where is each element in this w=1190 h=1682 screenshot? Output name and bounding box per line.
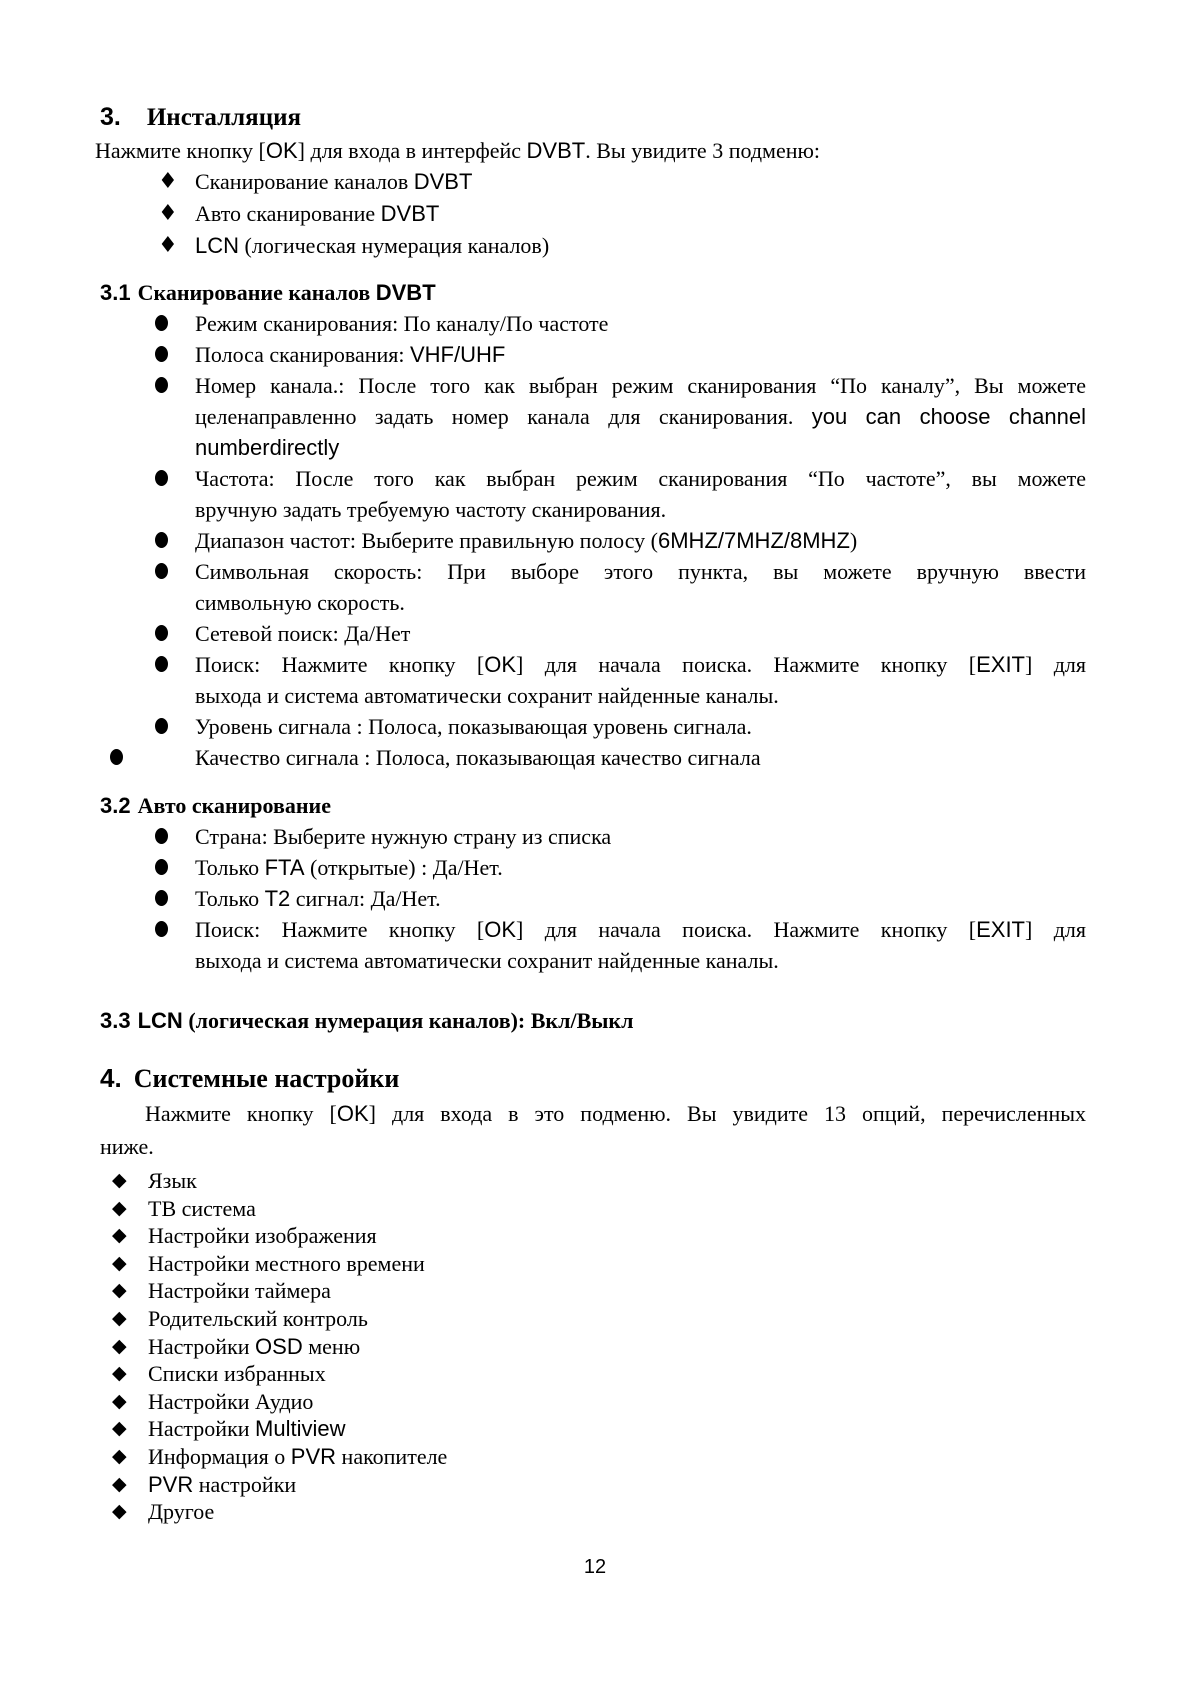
list-item-label: Настройки Multiview [148, 1416, 346, 1442]
diamond-bullet-icon: ◆ [112, 1362, 127, 1385]
round-bullet-icon [155, 377, 168, 393]
diamond-bullet-icon: ◆ [112, 1224, 127, 1247]
list-item [100, 883, 1086, 914]
list-item-text: Сетевой поиск: Да/Нет [195, 621, 411, 646]
list-item-text: Уровень сигнала : Полоса, показывающая уровень сигнала. [195, 714, 752, 739]
diamond-bullet-icon: ◆ [112, 1417, 127, 1440]
list-item [100, 1498, 1086, 1526]
autoscan-options-list [100, 821, 1086, 976]
list-item-text: Только T2 сигнал: Да/Нет. [195, 886, 441, 911]
section-3-3-heading [100, 1006, 1086, 1036]
list-item [100, 1195, 1086, 1223]
list-item [100, 742, 1086, 773]
list-item-label: LCN (логическая нумерация каналов) [195, 233, 550, 258]
list-item-label: Настройки изображения [148, 1223, 377, 1249]
section-3-2-heading [100, 791, 1086, 821]
list-item [100, 556, 1086, 618]
list-item-label: ТВ система [148, 1195, 256, 1221]
list-item-text: Полоса сканирования: VHF/UHF [195, 342, 506, 367]
list-item [100, 308, 1086, 339]
section-3-2-title: Авто сканирование [137, 793, 331, 818]
list-item [100, 711, 1086, 742]
list-item-label: Настройки Аудио [148, 1388, 314, 1414]
diamond-bullet-icon: ◆ [112, 1196, 127, 1219]
list-item [100, 1305, 1086, 1333]
round-bullet-icon [155, 828, 168, 844]
list-item-label: Авто сканирование DVBT [195, 201, 440, 226]
list-item-text: Частота: После того как выбран режим сканирования “По частоте”, вы можете вручную задать требуемую частоту сканирования. [195, 466, 1086, 522]
list-item [100, 914, 1086, 976]
diamond-bullet-icon: ♦ [158, 201, 178, 226]
list-item-text: Поиск: Нажмите кнопку [OK] для начала поиска. Нажмите кнопку [EXIT] для выхода и система автоматически сохранит найденные каналы. [195, 652, 1086, 708]
list-item-text: Номер канала.: После того как выбран режим сканирования “По каналу”, Вы можете целенаправленно задать номер канала для сканирования. you can choose channel numberdirectly [195, 373, 1086, 460]
list-item-text: Только FTA (открытые) : Да/Нет. [195, 855, 503, 880]
list-item [100, 821, 1086, 852]
round-bullet-icon [155, 346, 168, 362]
round-bullet-icon [155, 470, 168, 486]
list-item [100, 198, 1086, 230]
list-item-label: PVR настройки [148, 1471, 297, 1497]
section-4-title: Системные настройки [133, 1064, 400, 1093]
round-bullet-icon [110, 749, 123, 765]
section-3-title: Инсталляция [146, 104, 302, 131]
list-item [100, 1471, 1086, 1499]
list-item-text: Символьная скорость: При выборе этого пункта, вы можете вручную ввести символьную скорость. [195, 559, 1086, 615]
list-item-label: Списки избранных [148, 1361, 326, 1387]
section-3-1-number: 3.1 [100, 280, 131, 305]
diamond-bullet-icon: ◆ [112, 1306, 127, 1329]
list-item [100, 166, 1086, 198]
list-item-label: Сканирование каналов DVBT [195, 169, 473, 194]
round-bullet-icon [155, 656, 168, 672]
list-item-text: Поиск: Нажмите кнопку [OK] для начала поиска. Нажмите кнопку [EXIT] для выхода и система автоматически сохранит найденные каналы. [195, 917, 1086, 973]
list-item-label: Родительский контроль [148, 1305, 368, 1331]
list-item [100, 1167, 1086, 1195]
list-item-label: Информация о PVR накопителе [148, 1443, 448, 1469]
section-3-heading [100, 100, 1086, 135]
scan-options-list [100, 308, 1086, 773]
list-item-label: Настройки местного времени [148, 1250, 425, 1276]
diamond-bullet-icon: ◆ [112, 1389, 127, 1412]
section-3-number: 3. [100, 103, 121, 131]
list-item-label: Другое [148, 1499, 215, 1525]
list-item [100, 1415, 1086, 1443]
submenu-list [100, 166, 1086, 262]
list-item-text: Режим сканирования: По каналу/По частоте [195, 311, 609, 336]
list-item-text: Диапазон частот: Выберите правильную полосу (6MHZ/7MHZ/8MHZ) [195, 528, 858, 553]
list-item [100, 339, 1086, 370]
list-item [100, 230, 1086, 262]
diamond-bullet-icon: ♦ [158, 169, 178, 194]
list-item-text: Качество сигнала : Полоса, показывающая качество сигнала [195, 745, 761, 770]
list-item [100, 1277, 1086, 1305]
list-item [100, 370, 1086, 463]
section-4-heading [100, 1060, 1086, 1097]
list-item [100, 618, 1086, 649]
section-3-intro: Нажмите кнопку [OK] для входа в интерфейс DVBT. Вы увидите 3 подменю: [95, 138, 821, 163]
diamond-bullet-icon: ◆ [112, 1444, 127, 1467]
list-item [100, 1250, 1086, 1278]
list-item-text: Страна: Выберите нужную страну из списка [195, 824, 612, 849]
round-bullet-icon [155, 859, 168, 875]
round-bullet-icon [155, 718, 168, 734]
list-item-label: Настройки OSD меню [148, 1333, 361, 1359]
section-3-3-title: LCN (логическая нумерация каналов): Вкл/Выкл [137, 1008, 634, 1033]
list-item [100, 1360, 1086, 1388]
list-item-label: Настройки таймера [148, 1278, 331, 1304]
round-bullet-icon [155, 921, 168, 937]
list-item [100, 649, 1086, 711]
section-3-1-title: Сканирование каналов DVBT [137, 280, 436, 305]
list-item-label: Язык [148, 1168, 197, 1193]
list-item [100, 525, 1086, 556]
diamond-bullet-icon: ◆ [112, 1472, 127, 1495]
diamond-bullet-icon: ◆ [112, 1334, 127, 1357]
page-number: 12 [583, 1556, 607, 1578]
list-item [100, 1388, 1086, 1416]
list-item [100, 1333, 1086, 1361]
section-3-1-heading [100, 278, 1086, 308]
diamond-bullet-icon: ♦ [158, 233, 178, 258]
diamond-bullet-icon: ◆ [112, 1500, 127, 1523]
list-item [100, 852, 1086, 883]
section-4-intro: Нажмите кнопку [OK] для входа в это подменю. Вы увидите 13 опций, перечисленных ниже. [100, 1101, 1087, 1159]
section-3-3-number: 3.3 [100, 1008, 131, 1033]
round-bullet-icon [155, 890, 168, 906]
round-bullet-icon [155, 625, 168, 641]
round-bullet-icon [155, 532, 168, 548]
round-bullet-icon [155, 315, 168, 331]
list-item [100, 463, 1086, 525]
system-options-list [100, 1167, 1086, 1526]
section-4-number: 4. [100, 1063, 122, 1093]
diamond-bullet-icon: ◆ [112, 1251, 127, 1274]
section-3-2-number: 3.2 [100, 793, 131, 818]
diamond-bullet-icon: ◆ [112, 1169, 127, 1191]
round-bullet-icon [155, 563, 168, 579]
list-item [100, 1443, 1086, 1471]
page-content [95, 100, 1087, 1526]
list-item [100, 1222, 1086, 1250]
diamond-bullet-icon: ◆ [112, 1279, 127, 1302]
